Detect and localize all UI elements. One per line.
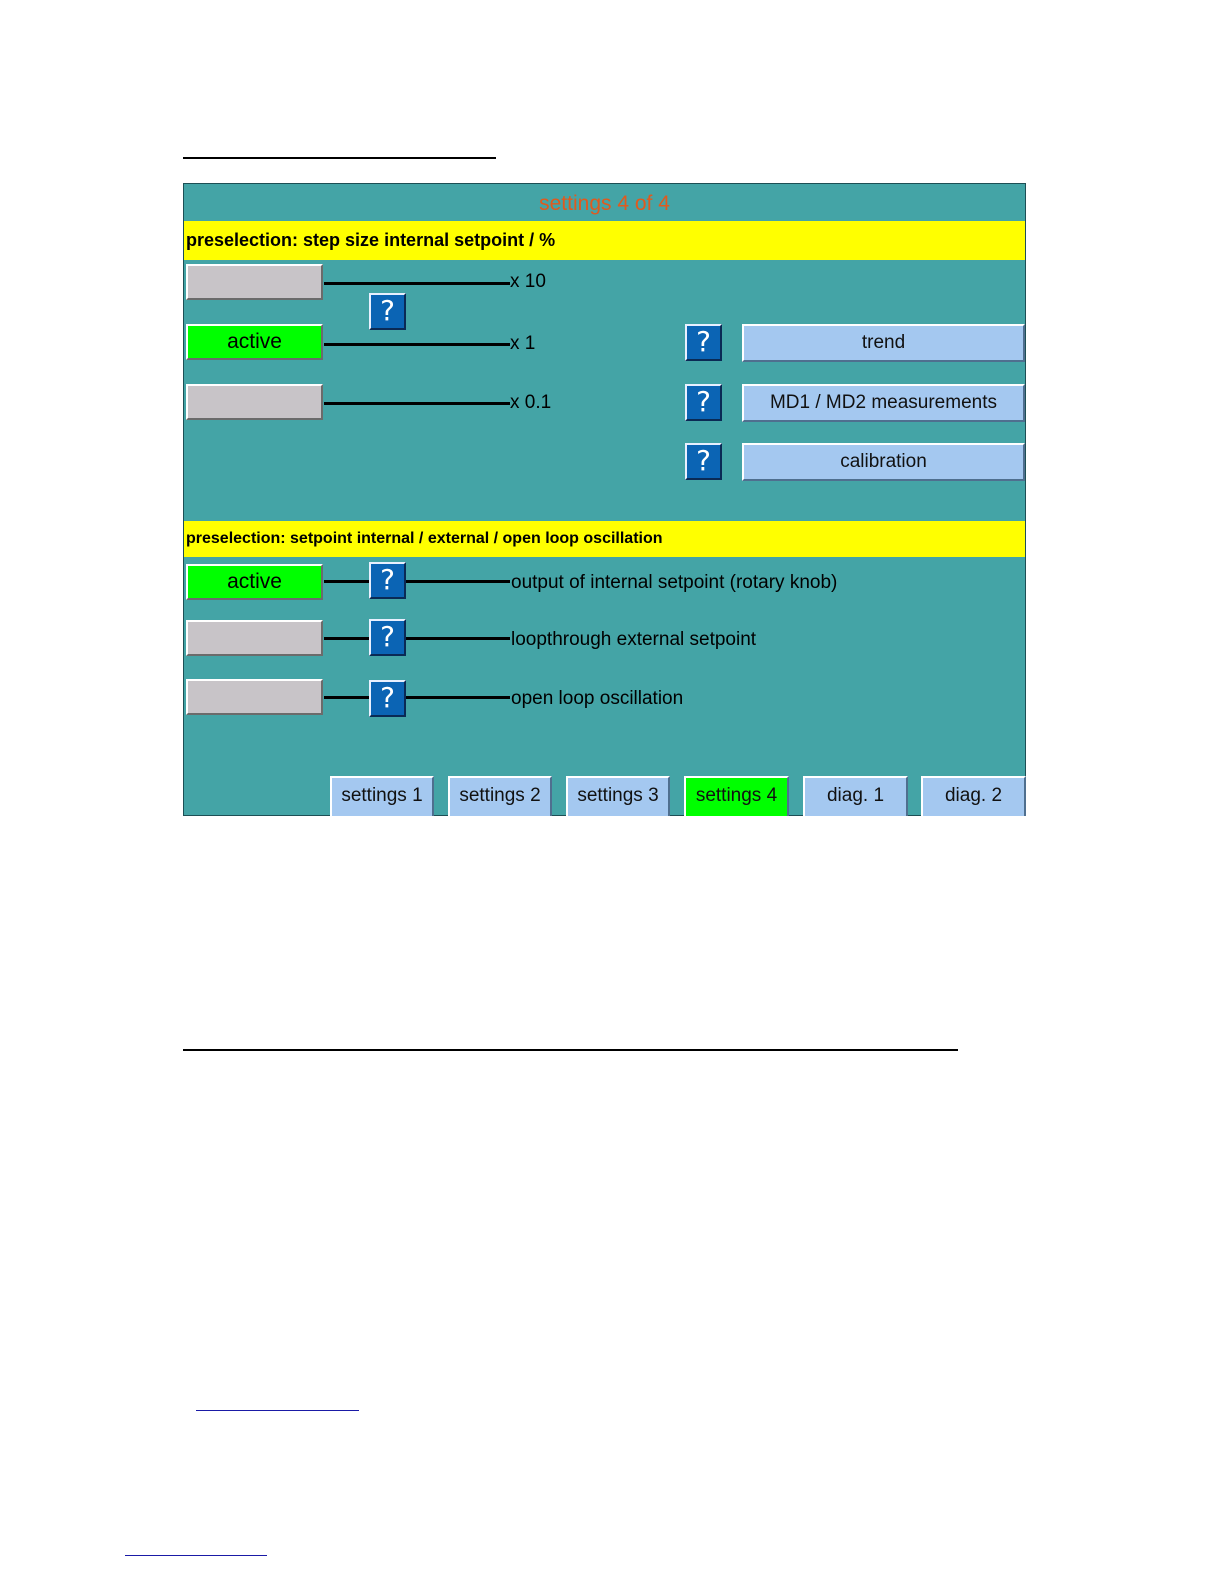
tab-settings-3[interactable]: settings 3: [566, 776, 670, 816]
link-underline[interactable]: [196, 1410, 359, 1411]
connector-line: [324, 637, 370, 640]
step-x10-label: x 10: [510, 271, 546, 292]
measurements-button[interactable]: MD1 / MD2 measurements: [742, 384, 1025, 422]
external-setpoint-label: loopthrough external setpoint: [511, 629, 757, 650]
step-x10-state-button[interactable]: [186, 264, 323, 300]
tab-diag-1[interactable]: diag. 1: [803, 776, 908, 816]
internal-setpoint-label: output of internal setpoint (rotary knob): [511, 572, 838, 593]
connector-line: [324, 343, 510, 346]
link-underline[interactable]: [125, 1555, 267, 1556]
tab-settings-4[interactable]: settings 4: [684, 776, 789, 816]
step-x1-label: x 1: [510, 333, 536, 354]
help-step-size-icon[interactable]: ?: [369, 293, 406, 330]
connector-line: [324, 282, 510, 285]
tab-settings-1[interactable]: settings 1: [330, 776, 434, 816]
panel-title: settings 4 of 4: [539, 192, 670, 215]
mid-divider: [183, 1049, 958, 1051]
connector-line: [324, 402, 510, 405]
trend-button[interactable]: trend: [742, 324, 1025, 362]
section-step-size-heading: preselection: step size internal setpoint / %: [184, 221, 1025, 260]
help-calibration-icon[interactable]: ?: [685, 443, 722, 480]
section-setpoint-heading: preselection: setpoint internal / external / open loop oscillation: [184, 521, 1025, 557]
connector-line: [406, 637, 510, 640]
connector-line: [324, 580, 370, 583]
tab-settings-2[interactable]: settings 2: [448, 776, 552, 816]
settings-panel: [183, 183, 1026, 816]
tab-diag-2[interactable]: diag. 2: [921, 776, 1026, 816]
top-divider: [183, 157, 496, 159]
connector-line: [406, 580, 510, 583]
step-x01-label: x 0.1: [510, 392, 552, 413]
help-external-setpoint-icon[interactable]: ?: [369, 619, 406, 656]
external-setpoint-state-button[interactable]: [186, 620, 323, 656]
help-trend-icon[interactable]: ?: [685, 324, 722, 361]
connector-line: [324, 696, 370, 699]
help-measurements-icon[interactable]: ?: [685, 384, 722, 421]
internal-setpoint-state-button[interactable]: active: [186, 564, 323, 600]
step-x1-state-button[interactable]: active: [186, 324, 323, 360]
step-x01-state-button[interactable]: [186, 384, 323, 420]
open-loop-label: open loop oscillation: [511, 688, 684, 709]
help-internal-setpoint-icon[interactable]: ?: [369, 562, 406, 599]
calibration-button[interactable]: calibration: [742, 443, 1025, 481]
connector-line: [406, 696, 510, 699]
help-open-loop-icon[interactable]: ?: [369, 680, 406, 717]
open-loop-state-button[interactable]: [186, 679, 323, 715]
